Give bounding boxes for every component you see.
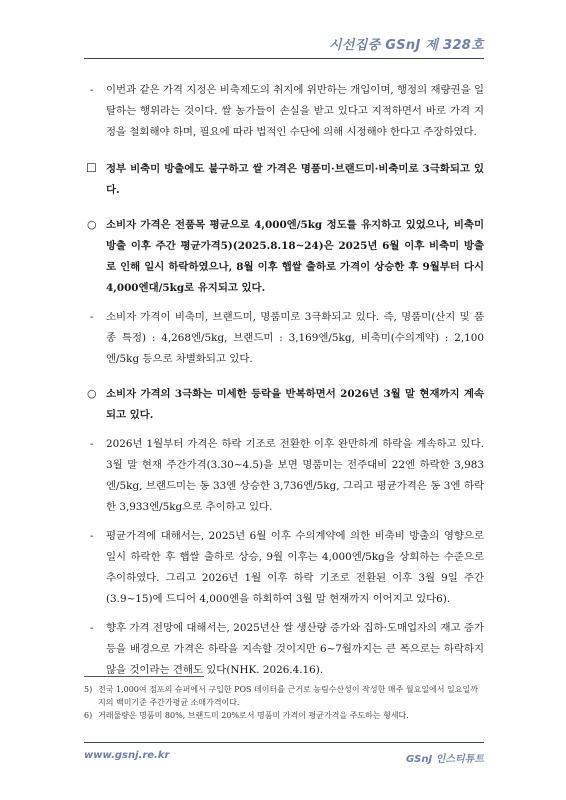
document-body bbox=[84, 72, 484, 681]
header-title: 시선집중 GSnJ 제 328호 bbox=[329, 38, 484, 53]
footnote-text: 거래물량은 명품미 80%, 브랜드미 20%로서 명품미 가격이 평균가격을 주도하는 형세다. bbox=[98, 711, 409, 720]
paragraph-text: 향후 가격 전망에 대해서는, 2025년산 쌀 생산량 증가와 집하·도매업자의 재고 증가 등을 배경으로 가격은 하락을 지속할 것이지만 6~7월까지는 큰 폭으로는 하락하지 않을 것이라는 견해도 있다(NHK. 2026.4.16). bbox=[106, 622, 484, 676]
paragraph-text: 소비자 가격의 3극화는 미세한 등락을 반복하면서 2026년 3월 말 현재까지 계속되고 있다. bbox=[106, 388, 484, 421]
dash-marker: - bbox=[90, 84, 94, 96]
footnote bbox=[84, 683, 484, 709]
footer-rule bbox=[84, 742, 484, 743]
dash-paragraph bbox=[84, 526, 484, 610]
circle-bullet-icon: ○ bbox=[87, 387, 97, 400]
footnotes bbox=[84, 683, 484, 722]
dash-marker: - bbox=[90, 622, 94, 634]
paragraph-text: 평균가격에 대해서는, 2025년 6월 이후 수의계약에 의한 비축비 방출의 영향으로 일시 하락한 후 햅쌀 출하로 상승, 9월 이후는 4,000엔/5kg을 상회하는 수준으로 추이하였다. 그리고 2026년 1월 이후 하락 기조로 전환된 이후 3월 9일 주간(3.9~15)에 드디어 4,000엔을 하회하여 3월 말 현재까지 이어지고 있다6). bbox=[106, 530, 484, 605]
circle-bullet-icon: ○ bbox=[87, 218, 97, 231]
dash-paragraph bbox=[84, 307, 484, 370]
footnote-text: 전국 1,000여 점포의 슈퍼에서 구입한 POS 데이터를 근거로 농림수산성이 작성한 매주 월요일에서 일요일까지의 백미기준 주간가평균 소매가격이다. bbox=[98, 685, 478, 707]
header-rule bbox=[84, 58, 484, 59]
circle-paragraph bbox=[84, 384, 484, 426]
footer-website-link[interactable]: www.gsnj.re.kr bbox=[84, 750, 170, 761]
paragraph-text: 이번과 같은 가격 지정은 비축제도의 취지에 위반하는 개입이며, 행정의 재량권을 일탈하는 행위라는 것이다. 쌀 농가들이 손실을 받고 있다고 지적하면서 바로 가격 지정을 철회해야 하며, 필요에 따라 법적인 수단에 의해 시정해야 한다고 주장하였다. bbox=[106, 84, 484, 138]
footer-org-name: GSnJ 인스티튜트 bbox=[405, 754, 484, 765]
footnote-number: 6) bbox=[84, 711, 93, 720]
dash-marker: - bbox=[90, 311, 94, 323]
footnote bbox=[84, 709, 484, 722]
paragraph-text: 소비자 가격은 전품목 평균으로 4,000엔/5kg 정도를 유지하고 있었으나, 비축미 방출 이후 주간 평균가격5)(2025.8.18~24)은 2025년 6월 이후 비축미 방출로 인해 일시 하락하였으나, 8월 이후 햅쌀 출하로 가격이 상승한 후 9월부터 다시 4,000엔대/5kg로 유지되고 있다. bbox=[106, 219, 484, 294]
dash-paragraph bbox=[84, 434, 484, 518]
paragraph-text: 2026년 1월부터 가격은 하락 기조로 전환한 이후 완만하게 하락을 계속하고 있다. 3월 말 현재 주간가격(3.30~4.5)을 보면 명품미는 전주대비 22엔 하락한 3,983엔/5kg, 브랜드미는 동 33엔 상승한 3,736엔/5kg, 그리고 평균가격은 동 3엔 하락한 3,933엔/5kg으로 추이하고 있다. bbox=[106, 438, 484, 513]
dash-paragraph bbox=[84, 618, 484, 681]
square-bullet-icon: ☐ bbox=[86, 161, 97, 175]
dash-paragraph bbox=[84, 80, 484, 143]
footnote-separator bbox=[84, 676, 204, 677]
footnote-number: 5) bbox=[84, 685, 93, 694]
paragraph-text: 소비자 가격이 비축미, 브랜드미, 명품미로 3극화되고 있다. 즉, 명품미(산지 및 품종 특정) : 4,268엔/5kg, 브랜드미 : 3,169엔/5kg, 비축미(수의계약) : 2,100엔/5kg 등으로 차별화되고 있다. bbox=[106, 311, 484, 365]
dash-marker: - bbox=[90, 530, 94, 542]
heading-text: 정부 비축미 방출에도 불구하고 쌀 가격은 명품미·브랜드미·비축미로 3극화되고 있다. bbox=[106, 163, 484, 196]
circle-paragraph bbox=[84, 215, 484, 299]
section-heading bbox=[84, 159, 484, 201]
page-header bbox=[84, 34, 484, 54]
dash-marker: - bbox=[90, 438, 94, 450]
